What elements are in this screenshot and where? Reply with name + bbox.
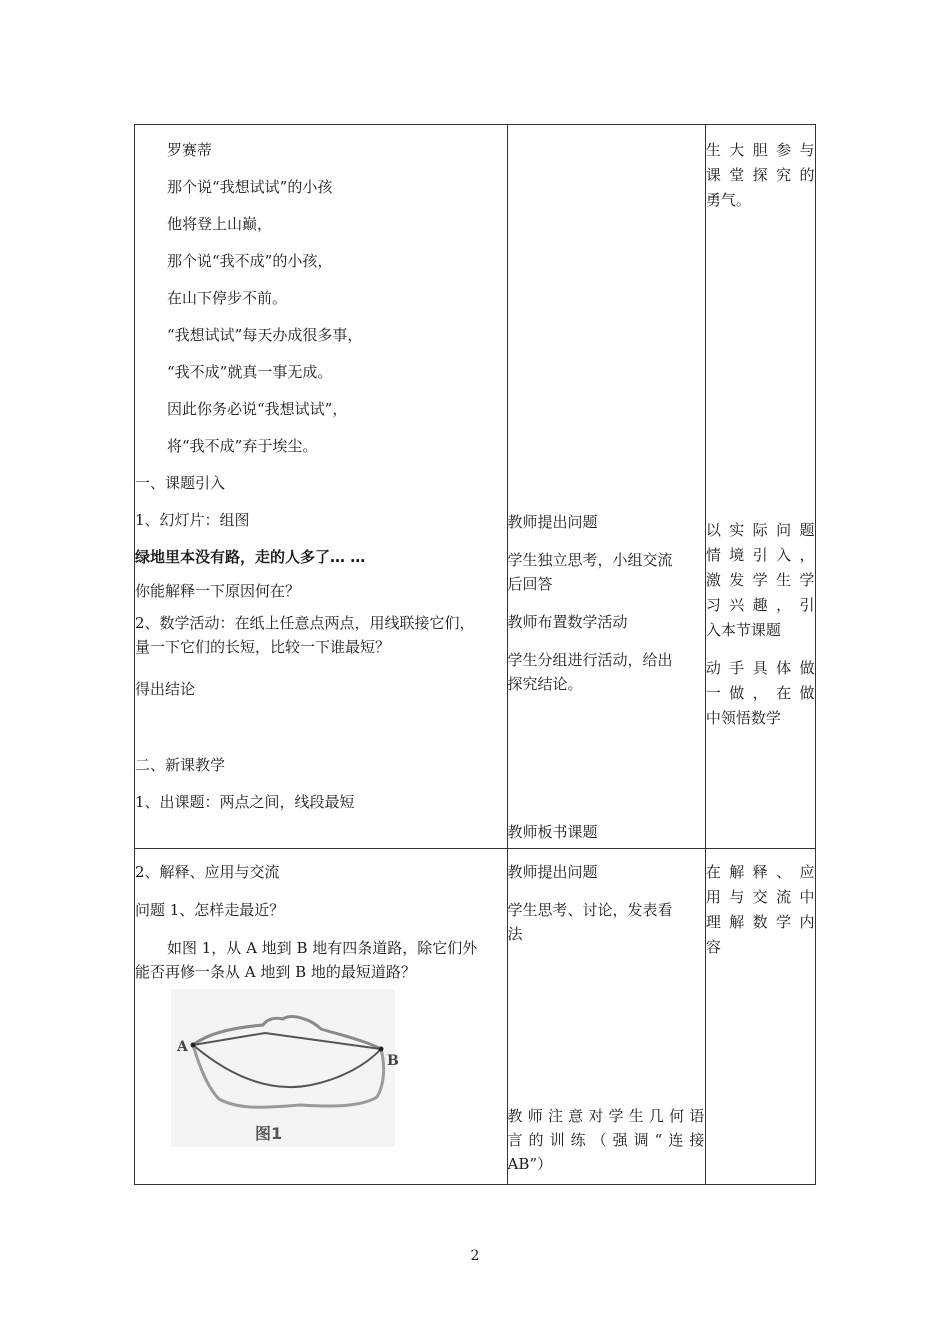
activity-text: 量一下它们的长短，比较一下谁最短？ [135,638,391,656]
poem-line: 将“我不成”弃于埃尘。 [167,437,318,455]
student-action: 学生独立思考，小组交流 [507,551,673,569]
table-row [135,849,816,1185]
intent-line: 容 [705,938,721,956]
teacher-action: 教师提出问题 [507,513,598,531]
figure-caption: 图1 [255,1124,283,1143]
section-heading: 二、新课教学 [135,756,226,774]
teacher-note: 教师注意对学生几何语 [507,1107,705,1125]
student-action: 法 [507,925,523,943]
poem-line: 罗赛蒂 [167,141,213,159]
label-a: A [177,1039,188,1055]
intent-line: 动手具体做 [705,659,815,677]
intent-line: 中领悟数学 [705,709,781,727]
figure-description: 如图 1，从 A 地到 B 地有四条道路，除它们外 [167,939,478,957]
poem-line: 在山下停步不前。 [167,289,288,307]
intent-cell [705,849,815,1185]
poem-line: “我不成”就真一事无成。 [167,363,333,381]
intent-line: 激发学生学 [705,571,815,589]
intent-line: 理解数学内 [705,913,815,931]
content-cell [135,125,508,849]
table-row [135,125,816,849]
intent-line: 入本节课题 [705,621,781,639]
student-action: 探究结论。 [507,675,583,693]
intent-line: 用与交流中 [705,888,815,906]
activity-text: 2、数学活动：在纸上任意点两点，用线联接它们， [135,614,475,632]
label-b: B [387,1053,399,1069]
student-action: 学生思考、讨论，发表看 [507,901,673,919]
poem-line: 他将登上山巅， [167,215,273,233]
question-text: 你能解释一下原因何在？ [135,582,301,600]
content-cell [135,849,508,1185]
point-b [379,1047,384,1052]
route-figure [171,989,399,1147]
page-number: 2 [470,1248,480,1264]
poem-line: 因此你务必说“我想试试”， [167,400,348,418]
teacher-action: 教师布置数学活动 [507,613,628,631]
intent-line: 一做，在做 [705,684,815,702]
intent-line: 生大胆参与 [705,141,815,159]
intent-line: 勇气。 [705,191,751,209]
section-heading: 2、解释、应用与交流 [135,863,280,881]
activity-cell [507,125,705,849]
intent-line: 课堂探究的 [705,166,815,184]
poem-line: 那个说“我不成”的小孩， [167,252,333,270]
topic-text: 1、出课题：两点之间，线段最短 [135,793,355,811]
figure-description: 能否再修一条从 A 地到 B 地的最短道路？ [135,963,416,981]
slide-item: 1、幻灯片：组图 [135,511,250,529]
conclusion-text: 得出结论 [135,680,196,698]
intent-cell [705,125,815,849]
intent-line: 情境引入， [705,546,815,564]
teacher-note: 言的训练（强调“连接 [507,1131,705,1149]
activity-cell [507,849,705,1185]
student-action: 学生分组进行活动，给出 [507,651,673,669]
section-heading: 一、课题引入 [135,474,226,492]
lesson-plan-table [134,124,816,1185]
poem-line: “我想试试”每天办成很多事， [167,326,363,344]
figure-background [171,989,395,1147]
poem-line: 那个说“我想试试”的小孩 [167,178,333,196]
intent-line: 习兴趣，引 [705,596,815,614]
intent-line: 在解释、应 [705,863,815,881]
teacher-action: 教师板书课题 [507,823,598,841]
student-action: 后回答 [507,575,553,593]
teacher-note: AB”） [507,1155,553,1173]
quote-text: 绿地里本没有路，走的人多了… … [135,548,366,566]
point-a [191,1043,196,1048]
intent-line: 以实际问题 [705,521,815,539]
problem-text: 问题 1、怎样走最近？ [135,901,285,919]
teacher-action: 教师提出问题 [507,863,598,881]
